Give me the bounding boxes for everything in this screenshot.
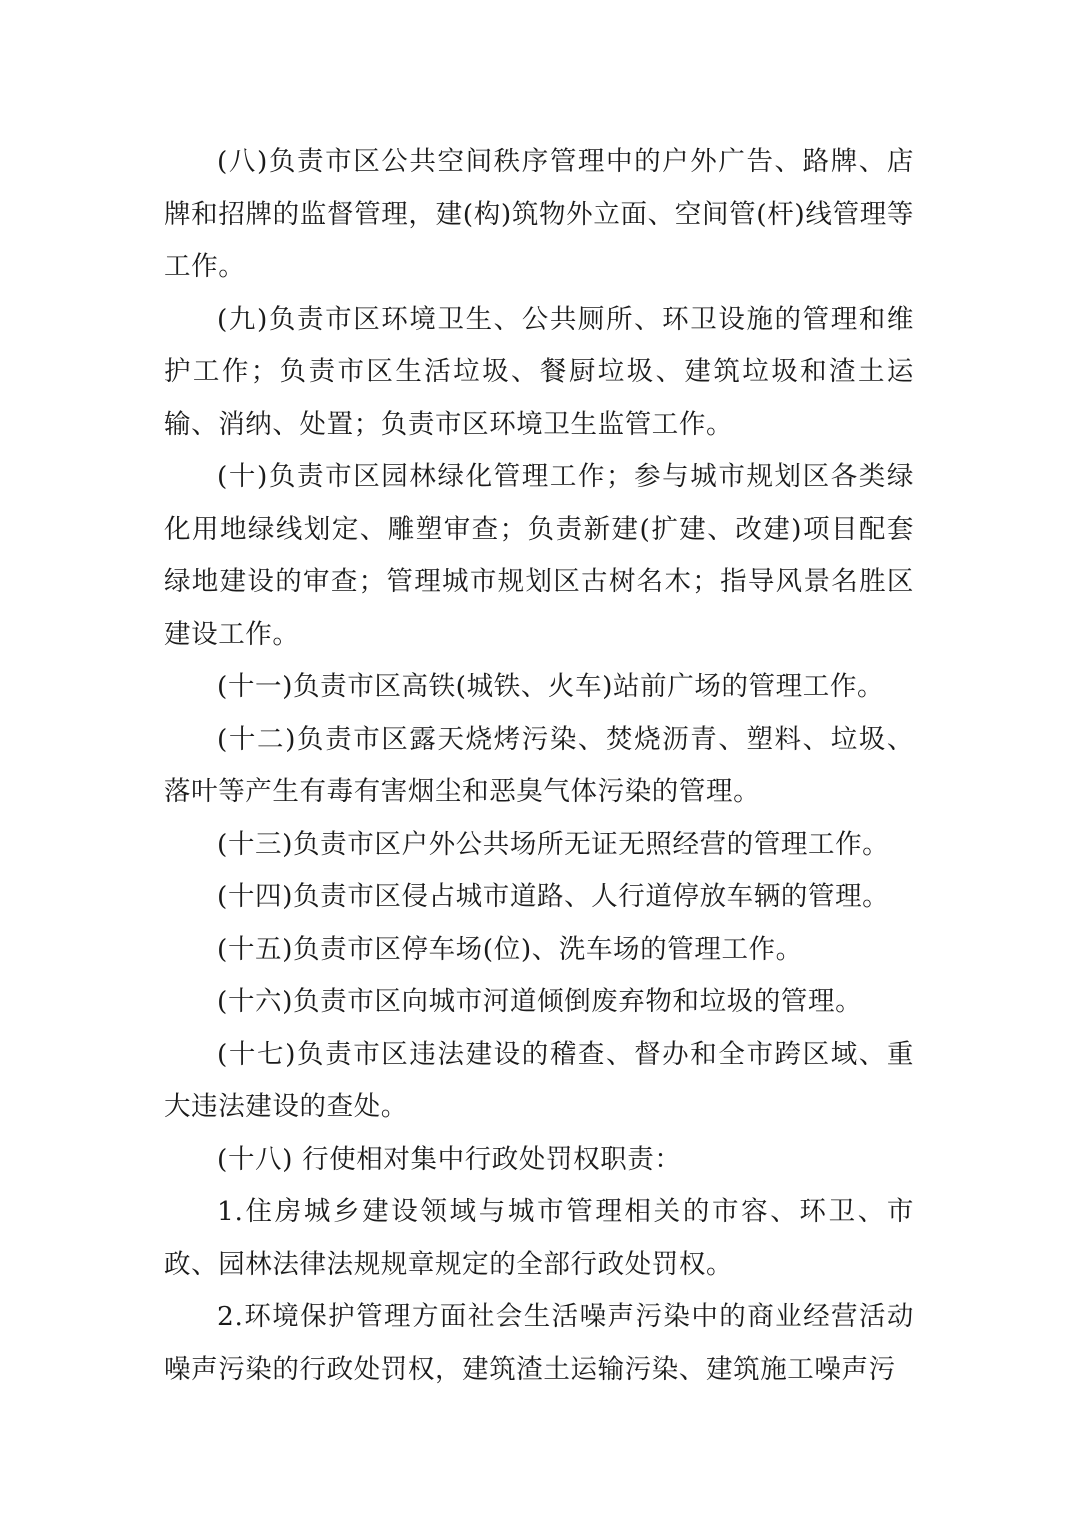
paragraph-8: (八)负责市区公共空间秩序管理中的户外广告、路牌、店牌和招牌的监督管理，建(构)筑物外立面、空间管(杆)线管理等工作。: [164, 146, 914, 282]
paragraph-9: (九)负责市区环境卫生、公共厕所、环卫设施的管理和维护工作；负责市区生活垃圾、餐厨垃圾、建筑垃圾和渣土运输、消纳、处置；负责市区环境卫生监管工作。: [164, 303, 914, 440]
paragraph-15: (十五)负责市区停车场(位)、洗车场的管理工作。: [217, 933, 803, 965]
paragraph-17: (十七)负责市区违法建设的稽查、督办和全市跨区域、重大违法建设的查处。: [164, 1038, 914, 1122]
paragraph-10: (十)负责市区园林绿化管理工作；参与城市规划区各类绿化用地绿线划定、雕塑审查；负责新建(扩建、改建)项目配套绿地建设的审查；管理城市规划区古树名木；指导风景名胜区建设工作。: [164, 461, 914, 650]
paragraph-13: (十三)负责市区户外公共场所无证无照经营的管理工作。: [217, 828, 890, 860]
paragraph-14: (十四)负责市区侵占城市道路、人行道停放车辆的管理。: [217, 881, 890, 912]
paragraph-12: (十二)负责市区露天烧烤污染、焚烧沥青、塑料、垃圾、落叶等产生有毒有害烟尘和恶臭气体污染的管理。: [164, 723, 914, 807]
paragraph-18-item-1: 1.住房城乡建设领域与城市管理相关的市容、环卫、市政、园林法律法规规章规定的全部行政处罚权。: [164, 1196, 914, 1280]
document-body: [164, 136, 914, 1396]
paragraph-18: (十八) 行使相对集中行政处罚权职责：: [217, 1143, 682, 1175]
paragraph-16: (十六)负责市区向城市河道倾倒废弃物和垃圾的管理。: [217, 986, 863, 1017]
paragraph-11: (十一)负责市区高铁(城铁、火车)站前广场的管理工作。: [217, 671, 885, 702]
paragraph-18-item-2: 2.环境保护管理方面社会生活噪声污染中的商业经营活动噪声污染的行政处罚权，建筑渣土运输污染、建筑施工噪声污: [164, 1301, 914, 1385]
